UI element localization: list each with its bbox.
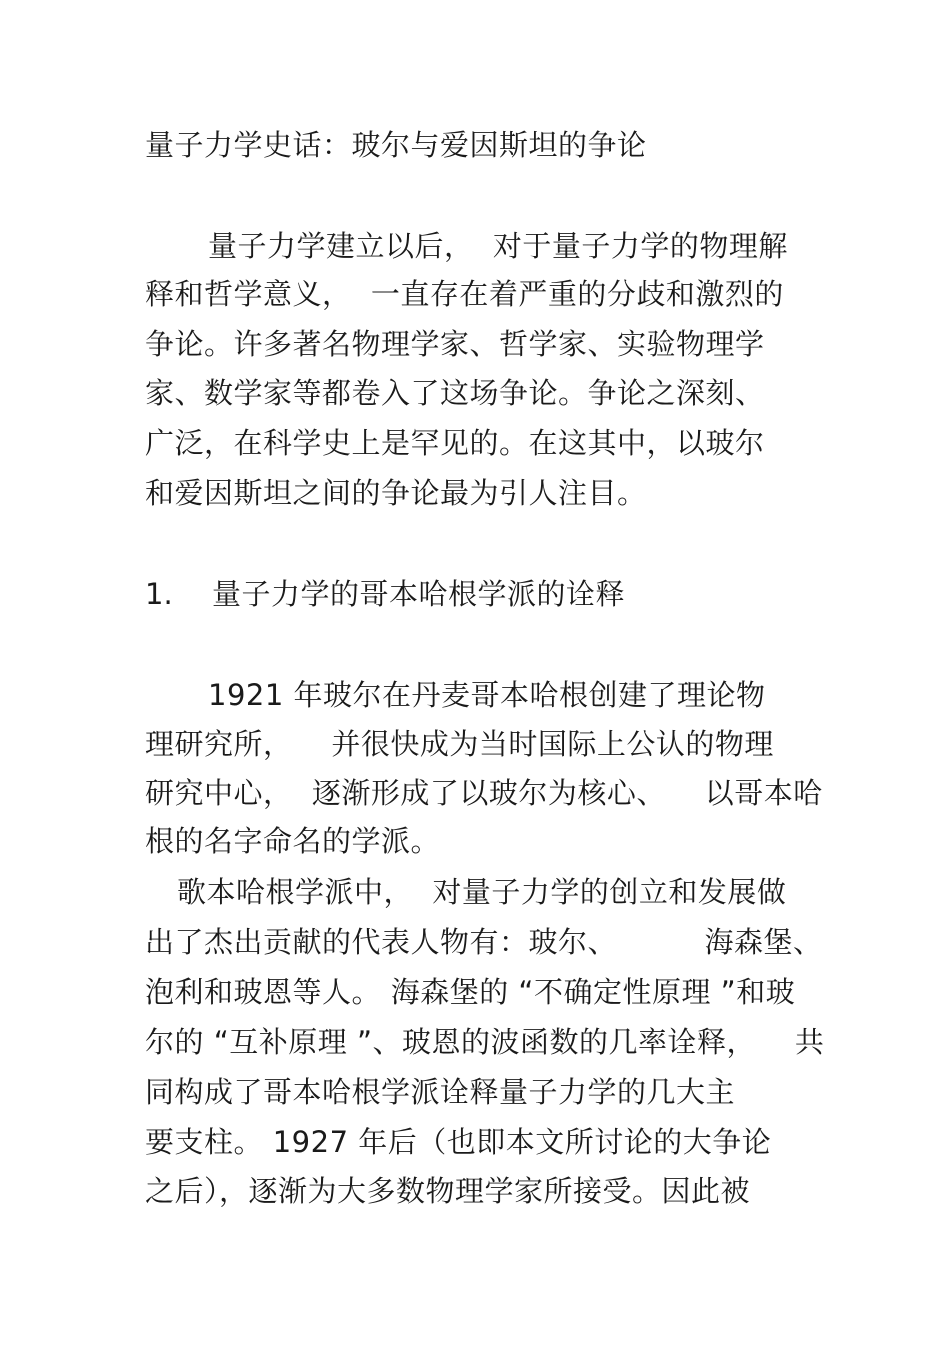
paragraph-line: 根的名字命名的学派。 xyxy=(145,824,441,858)
section-heading: 量子力学的哥本哈根学派的诠释 xyxy=(212,577,626,611)
paragraph-line: 出了杰出贡献的代表人物有：玻尔、 海森堡、 xyxy=(145,925,823,959)
intro-line: 广泛，在科学史上是罕见的。在这其中，以玻尔 xyxy=(145,426,765,460)
intro-line: 争论。许多著名物理学家、哲学家、实验物理学 xyxy=(145,327,765,361)
intro-line: 量子力学建立以后， 对于量子力学的物理解 xyxy=(208,229,788,263)
intro-line: 释和哲学意义， 一直存在着严重的分歧和激烈的 xyxy=(145,277,784,311)
section-number: 1. xyxy=(145,577,173,611)
paragraph-line: 之后），逐渐为大多数物理学家所接受。因此被 xyxy=(145,1174,751,1208)
paragraph-line: 泡利和玻恩等人。 海森堡的 “不确定性原理 ”和玻 xyxy=(145,975,796,1009)
paragraph-line: 要支柱。 1927 年后（也即本文所讨论的大争论 xyxy=(145,1125,772,1159)
paragraph-line: 理研究所， 并很快成为当时国际上公认的物理 xyxy=(145,727,774,761)
paragraph-line: 同构成了哥本哈根学派诠释量子力学的几大主 xyxy=(145,1075,736,1109)
paragraph-line: 研究中心， 逐渐形成了以玻尔为核心、 以哥本哈 xyxy=(145,776,823,810)
paragraph-line: 尔的 “互补原理 ”、玻恩的波函数的几率诠释， 共 xyxy=(145,1025,825,1059)
intro-line: 家、数学家等都卷入了这场争论。争论之深刻、 xyxy=(145,376,765,410)
paragraph-line: 1921 年玻尔在丹麦哥本哈根创建了理论物 xyxy=(208,678,766,712)
paragraph-line: 歌本哈根学派中， 对量子力学的创立和发展做 xyxy=(177,875,787,909)
intro-line: 和爱因斯坦之间的争论最为引人注目。 xyxy=(145,476,647,510)
document-title: 量子力学史话：玻尔与爱因斯坦的争论 xyxy=(145,128,647,162)
